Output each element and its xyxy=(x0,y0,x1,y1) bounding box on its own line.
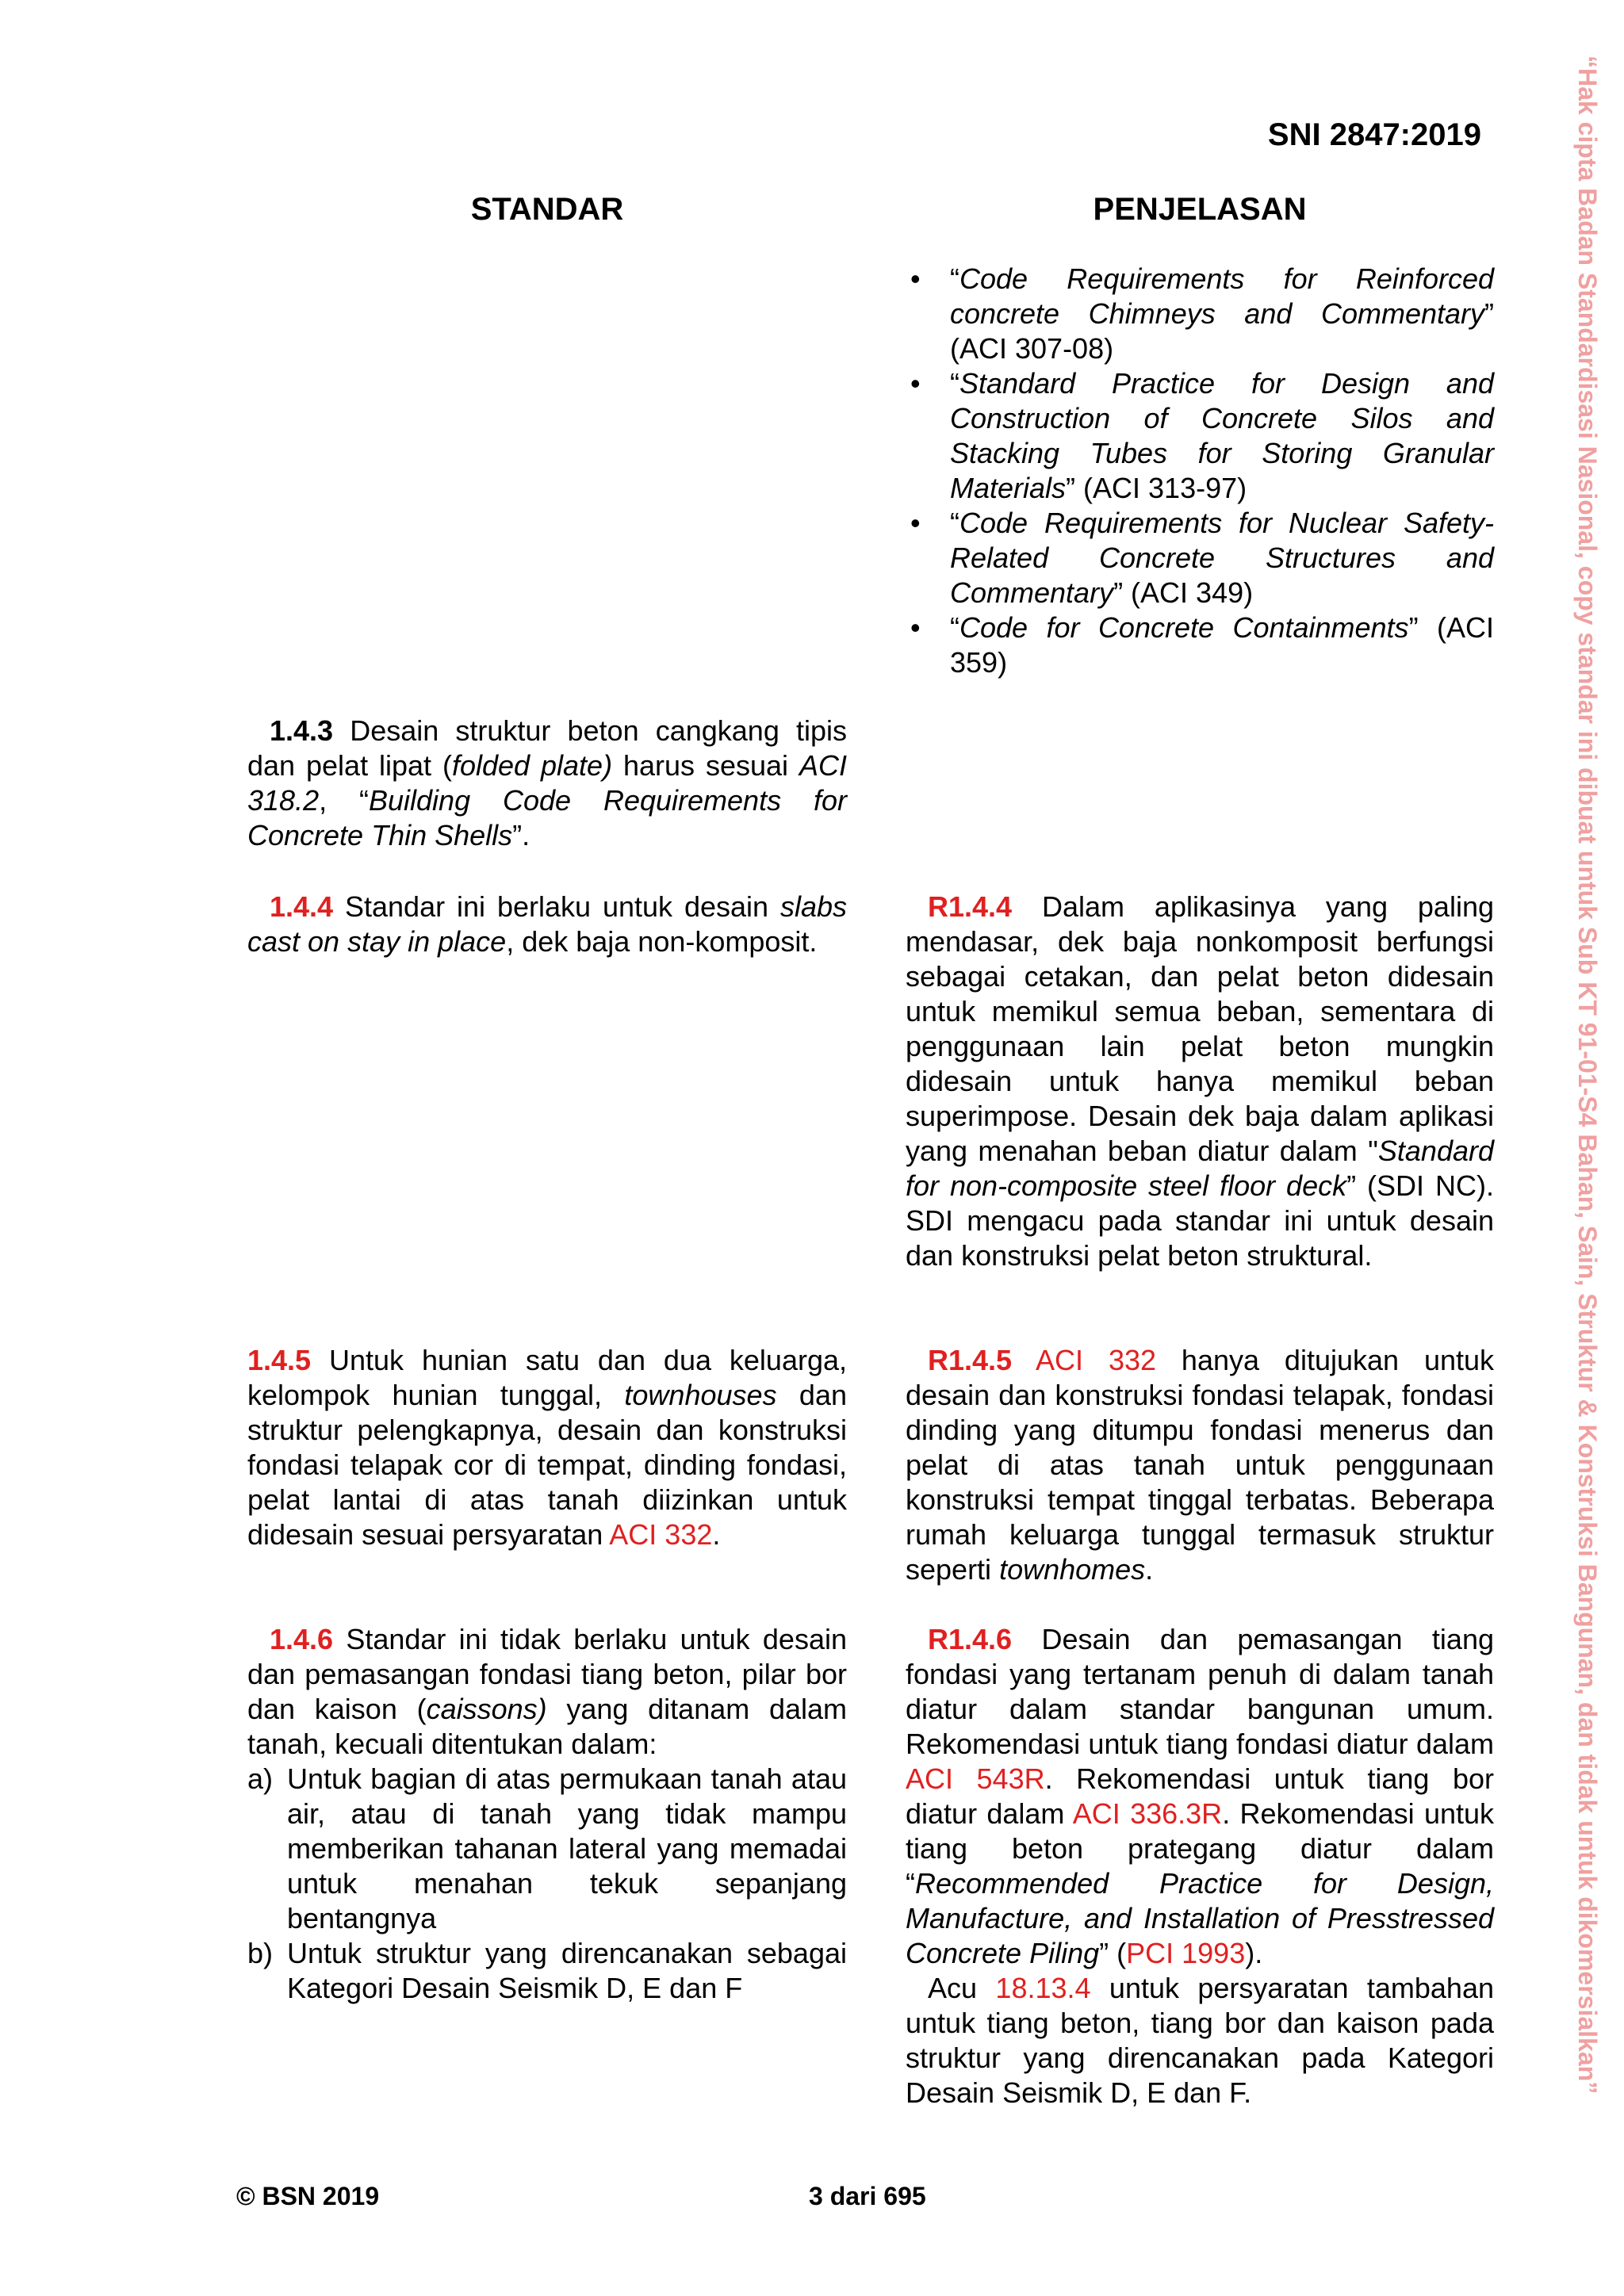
column-heading-standar: STANDAR xyxy=(470,192,624,227)
clause-number: 1.4.5 xyxy=(247,1344,312,1376)
commentary-r1-4-6 xyxy=(906,1622,1494,2110)
clause-1-4-6-intro: 1.4.6 Standar ini tidak berlaku untuk desain dan pemasangan fondasi tiang beton, pilar bor dan kaison (caissons) yang ditanam dalam tanah, kecuali ditentukan dalam: xyxy=(247,1623,848,1760)
reference-link[interactable]: ACI 332 xyxy=(1036,1344,1157,1376)
reference-link[interactable]: ACI 332 xyxy=(609,1518,713,1551)
reference-item: • “Standard Practice for Design and Construction of Concrete Silos and Stacking Tubes for Storing Granular Materials” (ACI 313-97) xyxy=(906,366,1494,506)
reference-list xyxy=(906,262,1494,680)
clause-1-4-3: 1.4.3 Desain struktur beton cangkang tipis dan pelat lipat (folded plate) harus sesuai ACI 318.2, “Building Code Requirements for Concrete Thin Shells”. xyxy=(247,714,848,851)
reference-item: • “Code Requirements for Reinforced concrete Chimneys and Commentary” (ACI 307-08) xyxy=(906,262,1494,366)
commentary-number: R1.4.4 xyxy=(928,890,1013,923)
clause-number: 1.4.3 xyxy=(270,714,334,747)
clause-1-4-6 xyxy=(247,1622,847,2006)
clause-number: 1.4.4 xyxy=(270,890,334,923)
list-item: b) Untuk struktur yang direncanakan sebagai Kategori Desain Seismik D, E dan F xyxy=(247,1937,847,2004)
commentary-r1-4-4: R1.4.4 Dalam aplikasinya yang paling mendasar, dek baja nonkomposit berfungsi sebagai cetakan, dan pelat beton didesain untuk memikul semua beban, sementara di penggunaan lain pelat beton mungkin didesain untuk hanya memikul beban superimpose. Desain dek baja dalam aplikasi yang menahan beban diatur dalam "Standard for non-composite steel floor deck” (SDI NC). SDI mengacu pada standar ini untuk desain dan konstruksi pelat beton struktural. xyxy=(906,890,1495,1272)
clause-number: 1.4.6 xyxy=(270,1623,334,1655)
document-code: SNI 2847:2019 xyxy=(1267,117,1481,152)
reference-link[interactable]: PCI 1993 xyxy=(1126,1937,1246,1969)
column-heading-penjelasan: PENJELASAN xyxy=(1093,192,1307,227)
copyright-watermark: “Hak cipta Badan Standardisasi Nasional, copy standar ini dibuat untuk Sub KT 91-01-S4 Bahan, Sain, Struktur & Konstruksi Bangunan, dan tidak untuk dikomersialkan” xyxy=(1573,55,1602,2095)
footer-copyright: © BSN 2019 xyxy=(236,2182,380,2210)
reference-item: • “Code Requirements for Nuclear Safety-Related Concrete Structures and Commentary” (ACI 349) xyxy=(906,506,1494,610)
reference-item: • “Code for Concrete Containments” (ACI 359) xyxy=(906,610,1494,680)
commentary-number: R1.4.6 xyxy=(928,1623,1013,1655)
commentary-r1-4-6-p1: R1.4.6 Desain dan pemasangan tiang fondasi yang tertanam penuh di dalam tanah diatur dalam standar bangunan umum. Rekomendasi untuk tiang fondasi diatur dalam ACI 543R. Rekomendasi untuk tiang bor diatur dalam ACI 336.3R. Rekomendasi untuk tiang beton prategang diatur dalam “Recommended Practice for Design, Manufacture, and Installation of Presstressed Concrete Piling” (PCI 1993). xyxy=(906,1623,1495,1969)
reference-link[interactable]: 18.13.4 xyxy=(995,1972,1091,2004)
reference-link[interactable]: ACI 336.3R xyxy=(1072,1797,1223,1830)
footer-page-number: 3 dari 695 xyxy=(809,2182,926,2210)
clause-1-4-4: 1.4.4 Standar ini berlaku untuk desain slabs cast on stay in place, dek baja non-komposit. xyxy=(247,890,847,958)
reference-list-block xyxy=(906,262,1494,680)
commentary-number: R1.4.5 xyxy=(928,1344,1013,1376)
commentary-r1-4-6-p2: Acu 18.13.4 untuk persyaratan tambahan untuk tiang beton, tiang bor dan kaison pada struktur yang direncanakan pada Kategori Desain Seismik D, E dan F. xyxy=(906,1972,1494,2109)
clause-1-4-6-list xyxy=(247,1762,847,2006)
list-item: a) Untuk bagian di atas permukaan tanah atau air, atau di tanah yang tidak mampu memberikan tahanan lateral yang memadai untuk menahan tekuk sepanjang bentangnya xyxy=(247,1762,847,1934)
clause-1-4-5: 1.4.5 Untuk hunian satu dan dua keluarga, kelompok hunian tunggal, townhouses dan struktur pelengkapnya, desain dan konstruksi fondasi telapak cor di tempat, dinding fondasi, pelat lantai di atas tanah diizinkan untuk didesain sesuai persyaratan ACI 332. xyxy=(247,1344,847,1551)
commentary-r1-4-5: R1.4.5 ACI 332 hanya ditujukan untuk desain dan konstruksi fondasi telapak, fondasi dinding yang ditumpu fondasi menerus dan pelat di atas tanah untuk penggunaan konstruksi tempat tinggal terbatas. Beberapa rumah keluarga tunggal termasuk struktur seperti townhomes. xyxy=(906,1344,1495,1586)
reference-link[interactable]: ACI 543R xyxy=(906,1762,1045,1795)
